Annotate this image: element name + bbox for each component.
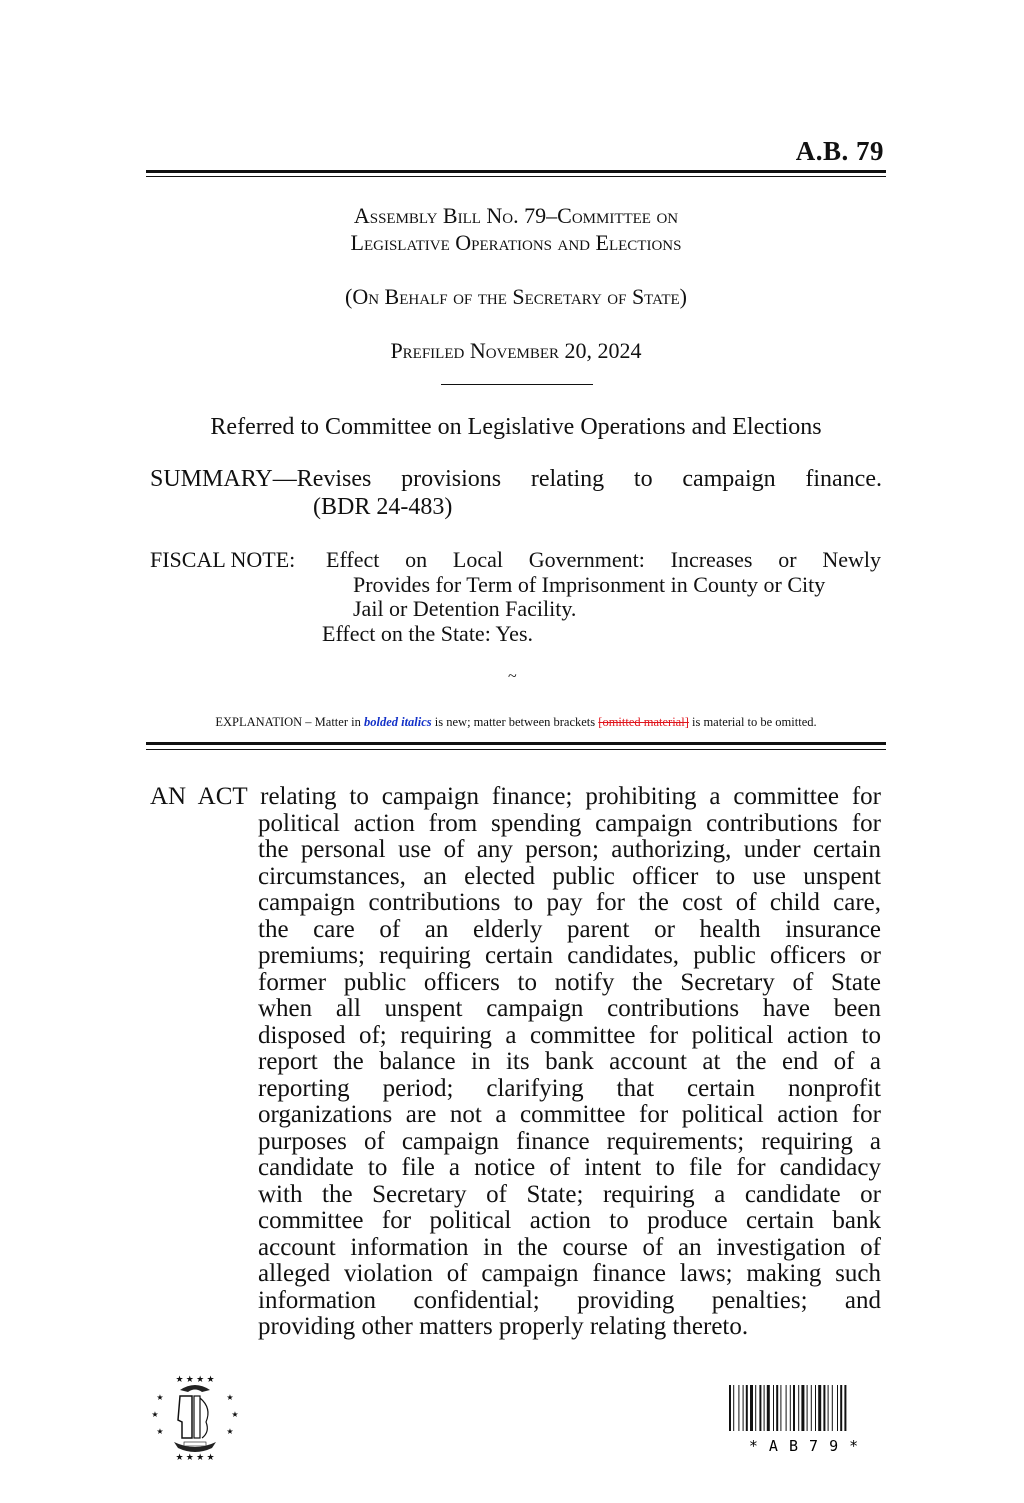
act-line: with the Secretary of State; requiring a candidate or xyxy=(258,1181,881,1208)
bill-title-line2: Legislative Operations and Elections xyxy=(350,230,682,255)
barcode xyxy=(727,1385,882,1455)
explanation-middle: is new; matter between brackets xyxy=(431,715,599,729)
explanation-suffix: is material to be omitted. xyxy=(688,715,817,729)
explanation-new-matter: bolded italics xyxy=(363,715,432,729)
act-line: reporting period; clarifying that certain nonprofit xyxy=(258,1075,881,1102)
svg-text:★ ★ ★ ★: ★ ★ ★ ★ xyxy=(175,1452,215,1462)
act-line: purposes of campaign finance requirements; requiring a xyxy=(258,1128,881,1155)
explanation-rule-top xyxy=(146,742,886,745)
act-line: the care of an elderly parent or health insurance xyxy=(258,916,881,943)
act-line: information confidential; providing penalties; and xyxy=(258,1287,881,1314)
act-line: premiums; requiring certain candidates, public officers or xyxy=(258,942,881,969)
act-line: circumstances, an elected public officer to use unspent xyxy=(258,863,881,890)
act-line: report the balance in its bank account at the end of a xyxy=(258,1048,881,1075)
act-line: candidate to file a notice of intent to file for candidacy xyxy=(258,1154,881,1181)
svg-text:★: ★ xyxy=(156,1427,164,1436)
barcode-text: * A B 7 9 * xyxy=(748,1437,860,1455)
fiscal-note-line2: Provides for Term of Imprisonment in County or City xyxy=(353,572,826,597)
fiscal-note-line4: Effect on the State: Yes. xyxy=(322,621,534,646)
bill-title-line1: Assembly Bill No. 79–Committee on xyxy=(353,203,679,228)
title-separator xyxy=(441,384,593,385)
explanation-rule-bottom xyxy=(146,749,886,750)
svg-text:★: ★ xyxy=(151,1410,159,1419)
svg-text:★: ★ xyxy=(226,1427,234,1436)
fiscal-note-line3: Jail or Detention Facility. xyxy=(353,596,577,621)
act-line: disposed of; requiring a committee for political action to xyxy=(258,1022,881,1049)
act-line: former public officers to notify the Secretary of State xyxy=(258,969,881,996)
header-rule-top xyxy=(146,170,886,173)
act-line: political action from spending campaign contributions for xyxy=(258,810,881,837)
prefiled-date: Prefiled November 20, 2024 xyxy=(390,338,642,363)
svg-text:★: ★ xyxy=(226,1393,234,1402)
referral-line: Referred to Committee on Legislative Operations and Elections xyxy=(210,414,822,440)
act-line: alleged violation of campaign finance laws; making such xyxy=(258,1260,881,1287)
summary-bdr: (BDR 24-483) xyxy=(313,494,453,520)
explanation-omitted: [omitted material] xyxy=(598,715,689,729)
on-behalf-line: (On Behalf of the Secretary of State) xyxy=(345,284,687,309)
act-line: AN ACT relating to campaign finance; prohibiting a committee for xyxy=(150,783,881,810)
act-line: providing other matters properly relating thereto. xyxy=(258,1313,749,1340)
act-line: committee for political action to produce certain bank xyxy=(258,1207,881,1234)
explanation-prefix: EXPLANATION – Matter in xyxy=(215,715,364,729)
summary-line1: SUMMARY—Revises provisions relating to campaign finance. xyxy=(150,466,882,492)
header-rule-bottom xyxy=(146,176,886,177)
nevada-state-seal-icon xyxy=(150,1372,240,1462)
act-line: account information in the course of an investigation of xyxy=(258,1234,881,1261)
section-tilde: ~ xyxy=(508,668,517,685)
act-line: organizations are not a committee for political action for xyxy=(258,1101,881,1128)
act-line: the personal use of any person; authorizing, under certain xyxy=(258,836,881,863)
explanation-legend xyxy=(146,715,886,730)
act-line: campaign contributions to pay for the cost of child care, xyxy=(258,889,881,916)
fiscal-note-label: FISCAL NOTE: xyxy=(150,547,296,572)
act-line: when all unspent campaign contributions have been xyxy=(258,995,881,1022)
fiscal-note-line1: Effect on Local Government: Increases or Newly xyxy=(326,547,881,572)
svg-text:★ ★ ★ ★: ★ ★ ★ ★ xyxy=(175,1374,215,1384)
bill-number: A.B. 79 xyxy=(795,136,884,166)
svg-text:★: ★ xyxy=(156,1393,164,1402)
svg-text:★: ★ xyxy=(231,1410,239,1419)
